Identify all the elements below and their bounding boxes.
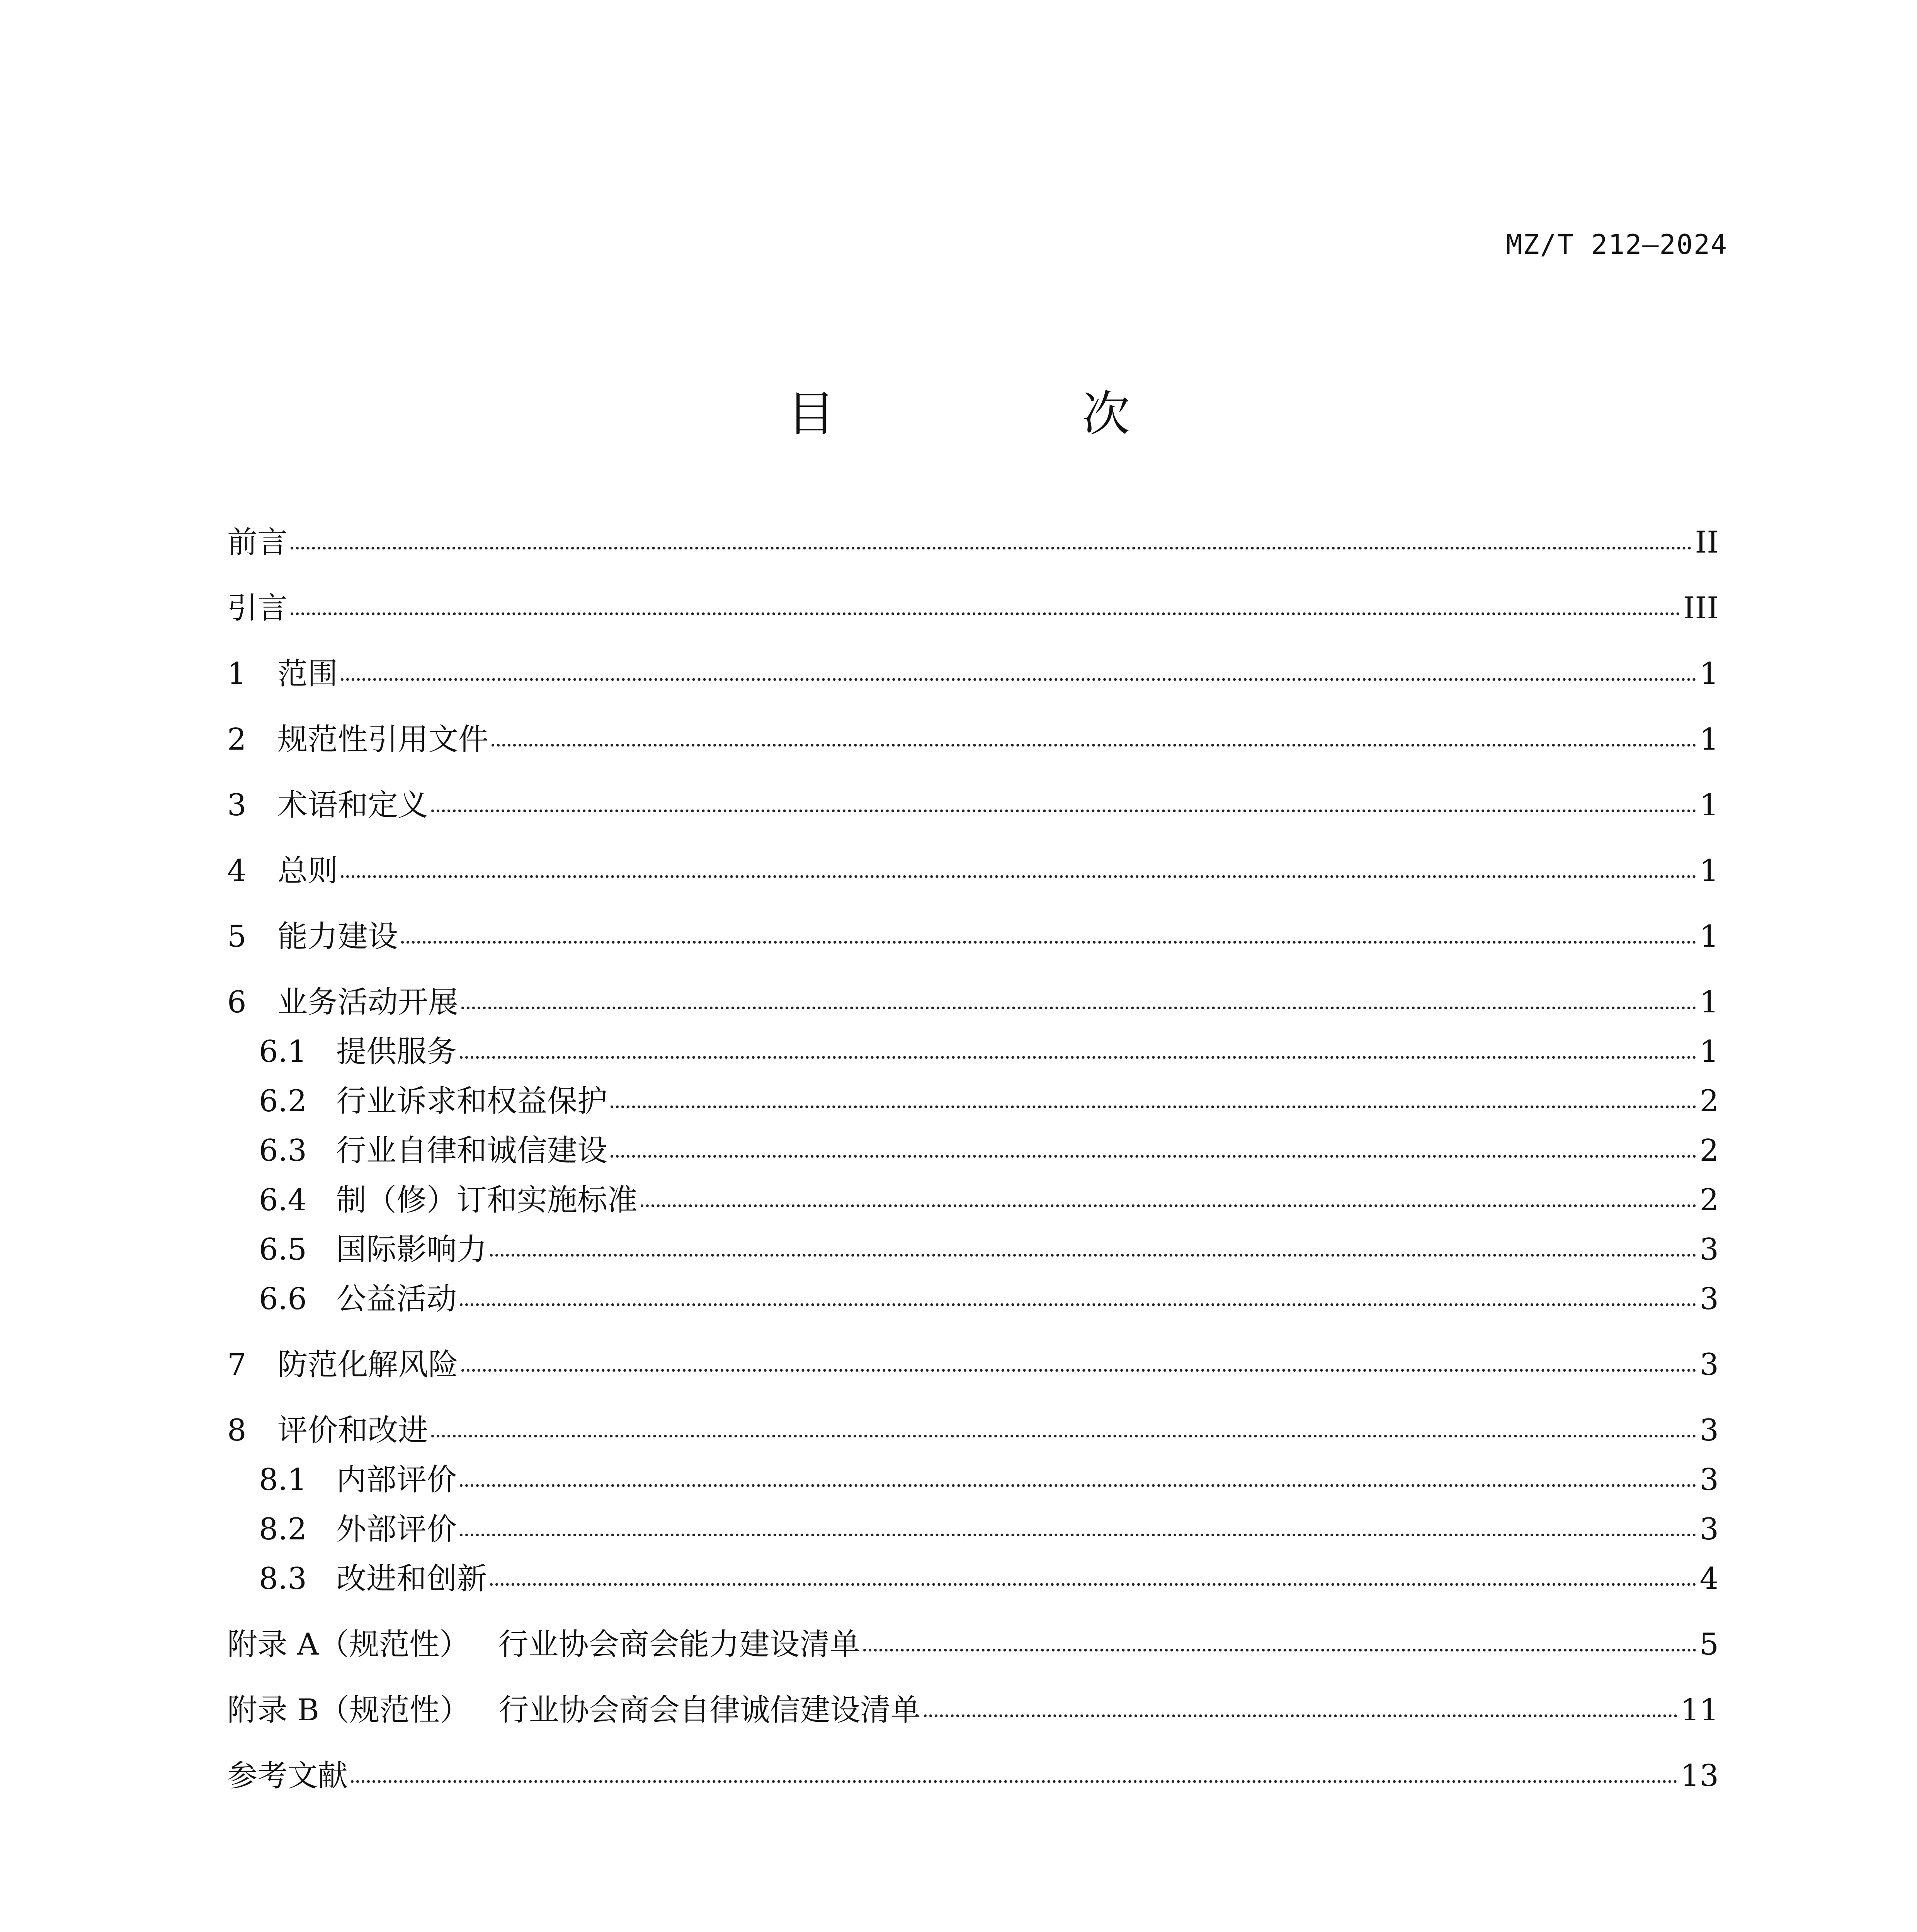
toc-leader-dots bbox=[291, 547, 1692, 549]
toc-number: 6 bbox=[227, 985, 247, 1020]
toc-leader-dots bbox=[611, 1105, 1696, 1108]
toc-page: III bbox=[1683, 591, 1719, 626]
toc-label: 术语和定义 bbox=[277, 788, 429, 823]
toc-number: 3 bbox=[227, 788, 247, 823]
toc-label: 参考文献 bbox=[227, 1759, 348, 1793]
toc-page: 3 bbox=[1699, 1282, 1719, 1316]
toc-leader-dots bbox=[641, 1204, 1696, 1207]
toc-entry-foreword[interactable] bbox=[227, 527, 1719, 558]
toc-label: 制（修）订和实施标准 bbox=[336, 1183, 638, 1218]
toc-number: 1 bbox=[227, 656, 247, 691]
toc-entry-introduction[interactable] bbox=[227, 591, 1719, 626]
toc-entry-6-1[interactable] bbox=[227, 1034, 1719, 1069]
toc-page: 13 bbox=[1680, 1759, 1719, 1793]
toc-leader-dots bbox=[401, 941, 1696, 944]
toc-entry-appendix-a[interactable] bbox=[227, 1629, 1719, 1660]
toc-label: 总则 bbox=[277, 854, 338, 888]
standard-code: MZ/T 212—2024 bbox=[1506, 229, 1728, 260]
toc-page: 1 bbox=[1699, 854, 1719, 888]
toc-leader-dots bbox=[460, 1484, 1696, 1487]
toc-entry-6-4[interactable] bbox=[227, 1183, 1719, 1218]
toc-label: 引言 bbox=[227, 591, 288, 626]
toc-leader-dots bbox=[341, 875, 1696, 878]
toc-number: 8.2 bbox=[259, 1512, 307, 1547]
toc-label: 评价和改进 bbox=[277, 1413, 429, 1448]
toc-leader-dots bbox=[291, 612, 1680, 615]
toc-entry-6[interactable] bbox=[227, 985, 1719, 1020]
toc-label: 公益活动 bbox=[336, 1282, 457, 1316]
toc-label: 附录 B（规范性） 行业协会商会自律诚信建设清单 bbox=[227, 1693, 921, 1728]
toc-label: 能力建设 bbox=[277, 919, 398, 954]
toc-entry-4[interactable] bbox=[227, 856, 1719, 886]
toc-leader-dots bbox=[492, 744, 1696, 747]
toc-entry-6-2[interactable] bbox=[227, 1084, 1719, 1119]
toc-label: 规范性引用文件 bbox=[277, 722, 489, 757]
toc-label: 附录 A（规范性） 行业协会商会能力建设清单 bbox=[227, 1627, 860, 1662]
toc-number: 6.3 bbox=[259, 1133, 307, 1168]
toc-number: 6.2 bbox=[259, 1084, 307, 1119]
toc-page: 1 bbox=[1699, 656, 1719, 691]
toc-label: 业务活动开展 bbox=[277, 985, 459, 1020]
toc-leader-dots bbox=[461, 1007, 1696, 1009]
toc-page: II bbox=[1695, 525, 1719, 560]
toc-page: 1 bbox=[1699, 919, 1719, 954]
toc-entry-2[interactable] bbox=[227, 724, 1719, 755]
toc-label: 行业诉求和权益保护 bbox=[336, 1084, 608, 1119]
toc-label: 范围 bbox=[277, 656, 338, 691]
toc-page: 11 bbox=[1680, 1693, 1719, 1728]
toc-entry-bibliography[interactable] bbox=[227, 1761, 1719, 1791]
toc-leader-dots bbox=[490, 1583, 1696, 1586]
toc-page: 5 bbox=[1699, 1627, 1719, 1662]
toc-label: 行业自律和诚信建设 bbox=[336, 1133, 608, 1168]
toc-entry-1[interactable] bbox=[227, 656, 1719, 691]
toc-leader-dots bbox=[863, 1649, 1697, 1651]
toc-page: 3 bbox=[1699, 1512, 1719, 1547]
toc-leader-dots bbox=[460, 1303, 1696, 1306]
toc-label: 改进和创新 bbox=[336, 1561, 487, 1596]
toc-label: 外部评价 bbox=[336, 1512, 457, 1547]
toc-page: 1 bbox=[1699, 722, 1719, 757]
toc-leader-dots bbox=[431, 810, 1696, 812]
page-title: 目 次 bbox=[787, 386, 1246, 442]
toc-entry-6-5[interactable] bbox=[227, 1232, 1719, 1267]
toc-entry-6-3[interactable] bbox=[227, 1133, 1719, 1168]
toc-label: 国际影响力 bbox=[336, 1232, 487, 1267]
toc-page: 3 bbox=[1699, 1232, 1719, 1267]
toc-entry-5[interactable] bbox=[227, 919, 1719, 954]
toc-number: 8.3 bbox=[259, 1561, 307, 1596]
toc-leader-dots bbox=[924, 1714, 1677, 1717]
toc-page: 1 bbox=[1699, 788, 1719, 823]
toc-leader-dots bbox=[490, 1254, 1696, 1257]
toc-number: 6.1 bbox=[259, 1034, 307, 1069]
toc-page: 3 bbox=[1699, 1413, 1719, 1448]
toc-page: 1 bbox=[1699, 985, 1719, 1020]
toc-entry-appendix-b[interactable] bbox=[227, 1693, 1719, 1728]
toc-page: 3 bbox=[1699, 1347, 1719, 1382]
toc-number: 6.6 bbox=[259, 1282, 307, 1316]
toc-number: 8.1 bbox=[259, 1463, 307, 1497]
toc-page: 2 bbox=[1699, 1084, 1719, 1119]
toc-label: 防范化解风险 bbox=[277, 1347, 459, 1382]
toc-number: 6.5 bbox=[259, 1232, 307, 1267]
toc-leader-dots bbox=[431, 1435, 1696, 1437]
toc-number: 8 bbox=[227, 1413, 247, 1448]
toc-page: 4 bbox=[1699, 1561, 1719, 1596]
toc-leader-dots bbox=[461, 1369, 1696, 1372]
toc-entry-8[interactable] bbox=[227, 1415, 1719, 1446]
toc-page: 2 bbox=[1699, 1133, 1719, 1168]
toc-leader-dots bbox=[351, 1780, 1677, 1783]
toc-number: 4 bbox=[227, 854, 247, 888]
toc-entry-6-6[interactable] bbox=[227, 1284, 1719, 1314]
toc-leader-dots bbox=[341, 678, 1696, 681]
toc-number: 7 bbox=[227, 1347, 247, 1382]
toc-leader-dots bbox=[460, 1534, 1696, 1536]
toc-number: 2 bbox=[227, 722, 247, 757]
table-of-contents bbox=[227, 527, 1719, 1827]
toc-leader-dots bbox=[611, 1155, 1696, 1158]
toc-number: 6.4 bbox=[259, 1183, 307, 1218]
toc-entry-8-3[interactable] bbox=[227, 1561, 1719, 1596]
toc-entry-3[interactable] bbox=[227, 788, 1719, 823]
toc-page: 2 bbox=[1699, 1183, 1719, 1218]
toc-label: 前言 bbox=[227, 525, 288, 560]
toc-label: 提供服务 bbox=[336, 1034, 457, 1069]
toc-entry-8-1[interactable] bbox=[227, 1465, 1719, 1495]
toc-leader-dots bbox=[460, 1056, 1696, 1059]
toc-number: 5 bbox=[227, 919, 247, 954]
toc-page: 3 bbox=[1699, 1463, 1719, 1497]
toc-page: 1 bbox=[1699, 1034, 1719, 1069]
toc-entry-7[interactable] bbox=[227, 1347, 1719, 1382]
toc-label: 内部评价 bbox=[336, 1463, 457, 1497]
toc-entry-8-2[interactable] bbox=[227, 1512, 1719, 1547]
